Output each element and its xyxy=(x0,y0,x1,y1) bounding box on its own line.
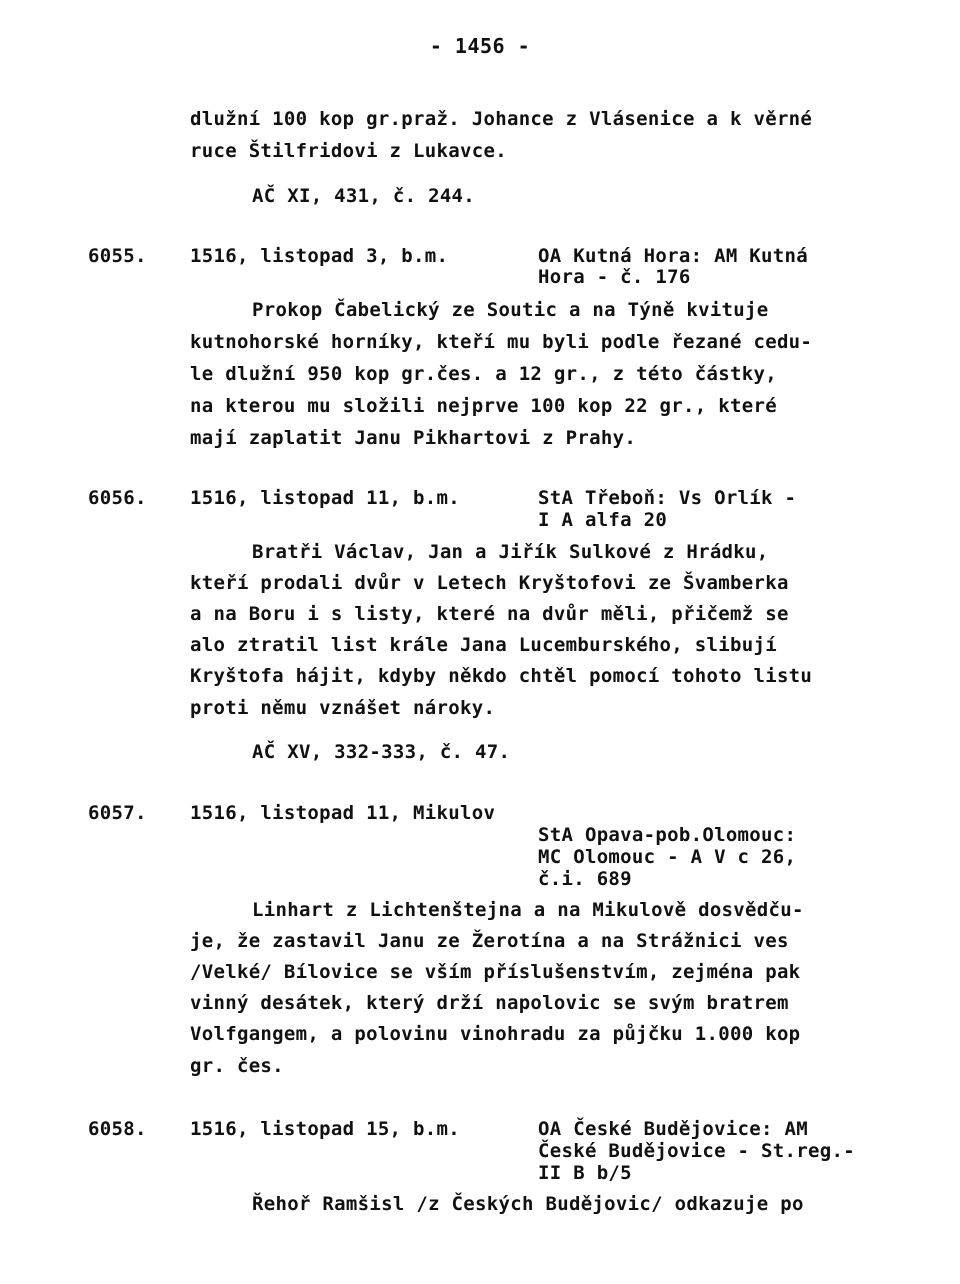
entry-source-line: StA Třeboň: Vs Orlík - xyxy=(538,487,797,509)
entry-number: 6055. xyxy=(88,245,147,267)
entry-date: 1516, listopad 3, b.m. xyxy=(190,245,449,267)
intro-line-1: dlužní 100 kop gr.praž. Johance z Vlásenice a k věrné xyxy=(190,108,813,130)
entry-source-line: I A alfa 20 xyxy=(538,509,668,531)
entry-text-line: na kterou mu složili nejprve 100 kop 22 gr., které xyxy=(190,395,777,417)
entry-text-line: le dlužní 950 kop gr.čes. a 12 gr., z této částky, xyxy=(190,363,777,385)
entry-text-line: Řehoř Ramšisl /z Českých Budějovic/ odkazuje po xyxy=(252,1193,804,1215)
entry-date: 1516, listopad 11, b.m. xyxy=(190,487,460,509)
entry-source-line: MC Olomouc - A V c 26, xyxy=(538,846,797,868)
entry-text-line: vinný desátek, který drží napolovic se svým bratrem xyxy=(190,992,789,1014)
entry-text-line: /Velké/ Bílovice se vším příslušenstvím, zejména pak xyxy=(190,961,801,983)
entry-text-line: Linhart z Lichtenštejna a na Mikulově dosvědču- xyxy=(252,899,804,921)
entry-text-line: mají zaplatit Janu Pikhartovi z Prahy. xyxy=(190,427,637,449)
intro-line-2: ruce Štilfridovi z Lukavce. xyxy=(190,140,507,162)
page-number: - 1456 - xyxy=(429,34,531,58)
entry-citation: AČ XV, 332-333, č. 47. xyxy=(252,741,511,763)
intro-citation: AČ XI, 431, č. 244. xyxy=(252,185,476,207)
entry-number: 6056. xyxy=(88,487,147,509)
entry-source-line: č.i. 689 xyxy=(538,868,632,890)
entry-number: 6057. xyxy=(88,802,147,824)
entry-text-line: gr. čes. xyxy=(190,1055,284,1077)
entry-source-line: České Budějovice - St.reg.- xyxy=(538,1140,855,1162)
entry-number: 6058. xyxy=(88,1118,147,1140)
entry-source-line: Hora - č. 176 xyxy=(538,266,691,288)
entry-text-line: Volfgangem, a polovinu vinohradu za půjčku 1.000 kop xyxy=(190,1023,801,1045)
entry-date: 1516, listopad 11, Mikulov xyxy=(190,802,496,824)
entry-text-line: a na Boru i s listy, které na dvůr měli, přičemž se xyxy=(190,603,789,625)
entry-text-line: Prokop Čabelický ze Soutic a na Týně kvituje xyxy=(252,299,769,321)
entry-source-line: II B b/5 xyxy=(538,1162,632,1184)
entry-text-line: kteří prodali dvůr v Letech Kryštofovi ze Švamberka xyxy=(190,572,789,594)
entry-source-line: StA Opava-pob.Olomouc: xyxy=(538,824,797,846)
entry-text-line: Kryštofa hájit, kdyby někdo chtěl pomocí tohoto listu xyxy=(190,665,813,687)
entry-text-line: Bratři Václav, Jan a Jiřík Sulkové z Hrádku, xyxy=(252,541,769,563)
entry-source-line: OA České Budějovice: AM xyxy=(538,1118,808,1140)
entry-text-line: kutnohorské horníky, kteří mu byli podle řezané cedu- xyxy=(190,331,813,353)
entry-source-line: OA Kutná Hora: AM Kutná xyxy=(538,245,808,267)
entry-date: 1516, listopad 15, b.m. xyxy=(190,1118,460,1140)
entry-text-line: alo ztratil list krále Jana Lucemburského, slibují xyxy=(190,634,777,656)
entry-text-line: proti němu vznášet nároky. xyxy=(190,697,496,719)
entry-text-line: je, že zastavil Janu ze Žerotína a na Strážnici ves xyxy=(190,930,789,952)
